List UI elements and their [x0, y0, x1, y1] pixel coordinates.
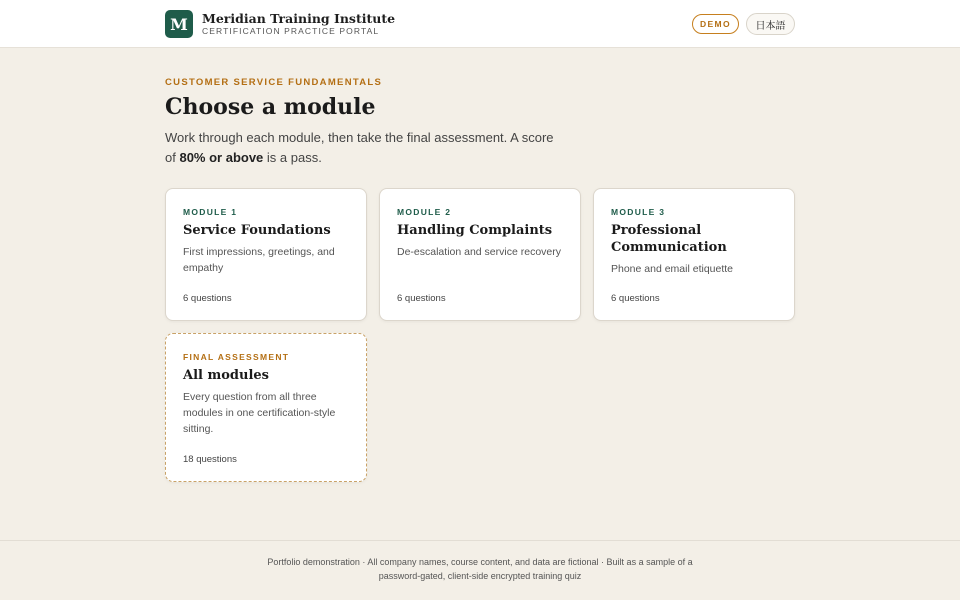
- brand-logo: M: [165, 10, 193, 38]
- language-toggle-button[interactable]: 日本語: [746, 13, 795, 35]
- footer-disclaimer: Portfolio demonstration · All company names, course content, and data are fictional · Built as a sample of a password-gated, client-side encrypted training quiz: [267, 557, 693, 581]
- top-header: [0, 0, 960, 48]
- module-card-title: Handling Complaints: [397, 223, 553, 238]
- module-card-title: Professional Communication: [611, 223, 727, 255]
- final-assessment-card[interactable]: [165, 333, 367, 482]
- intro-text: [165, 128, 565, 168]
- page-title: Choose a module: [165, 94, 376, 120]
- module-card-3[interactable]: [593, 188, 795, 321]
- module-card-1[interactable]: [165, 188, 367, 321]
- page-footer: [0, 540, 960, 600]
- module-card-kicker: MODULE 1: [183, 207, 238, 217]
- module-card-question-count: 6 questions: [397, 293, 446, 304]
- module-card-description: De-escalation and service recovery: [397, 246, 561, 258]
- module-card-kicker: MODULE 2: [397, 207, 452, 217]
- module-card-kicker: MODULE 3: [611, 207, 666, 217]
- intro-text-end: is a pass.: [263, 150, 322, 165]
- module-card-description: Phone and email etiquette: [611, 263, 734, 275]
- final-assessment-kicker: FINAL ASSESSMENT: [183, 352, 290, 362]
- intro-text-start: Work through each module, then take the final assessment. A score of: [165, 130, 554, 165]
- module-card-question-count: 6 questions: [611, 293, 660, 304]
- demo-badge: DEMO: [692, 14, 739, 34]
- module-card-2[interactable]: [379, 188, 581, 321]
- brand-name: Meridian Training Institute: [202, 11, 396, 26]
- final-assessment-description: Every question from all three modules in one certification-style sitting.: [183, 391, 336, 435]
- pass-threshold: 80% or above: [179, 150, 264, 165]
- final-assessment-question-count: 18 questions: [183, 454, 237, 465]
- module-card-description: First impressions, greetings, and empathy: [183, 246, 335, 274]
- course-eyebrow: CUSTOMER SERVICE FUNDAMENTALS: [165, 77, 383, 88]
- final-assessment-title: All modules: [183, 368, 269, 383]
- module-card-title: Service Foundations: [183, 223, 331, 238]
- brand-subtitle: CERTIFICATION PRACTICE PORTAL: [202, 26, 380, 36]
- module-card-question-count: 6 questions: [183, 293, 232, 304]
